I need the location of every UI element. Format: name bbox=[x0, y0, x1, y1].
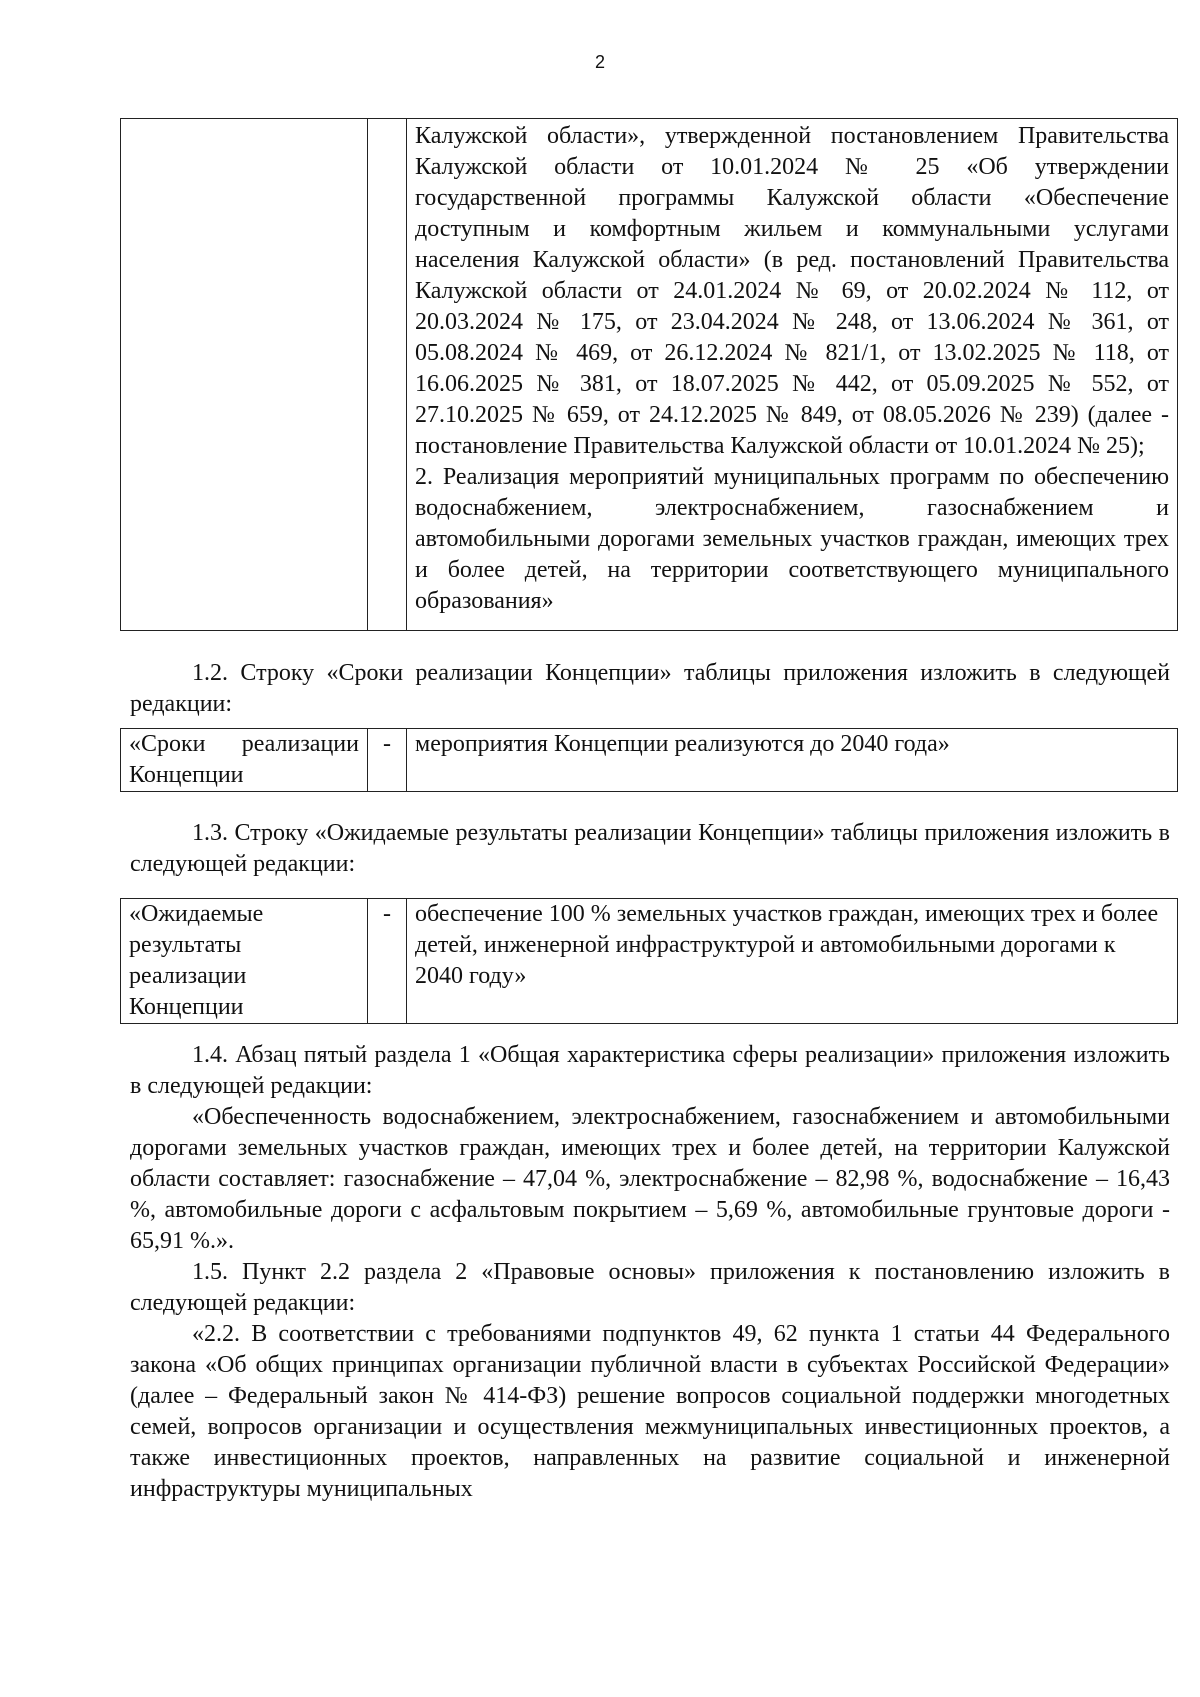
table-cell-content: мероприятия Концепции реализуются до 2040 года» bbox=[407, 729, 1178, 792]
paragraph-2-2: «2.2. В соответствии с требованиями подпунктов 49, 62 пункта 1 статьи 44 Федерального закона «Об общих принципах организации публичной власти в субъектах Российской Федерации» (далее – Федеральный закон № 414-ФЗ) решение вопросов социальной поддержки многодетных семей, вопросов организации и осуществления межмуниципальных инвестиционных проектов, а также инвестиционных проектов, направленных на развитие социальной и инженерной инфраструктуры муниципальных bbox=[130, 1321, 1170, 1502]
table-terms bbox=[120, 728, 1178, 792]
table-cell-label: «Сроки реализации Концепции bbox=[121, 729, 368, 792]
table-row bbox=[121, 729, 1178, 792]
table-continuation bbox=[120, 118, 1178, 631]
table-cell-content: обеспечение 100 % земельных участков граждан, имеющих трех и более детей, инженерной инфраструктурой и автомобильными дорогами к 2040 году» bbox=[407, 899, 1178, 1024]
paragraph-1-3: 1.3. Строку «Ожидаемые результаты реализации Концепции» таблицы приложения изложить в следующей редакции: bbox=[130, 820, 1170, 877]
paragraph-1-2: 1.2. Строку «Сроки реализации Концепции» таблицы приложения изложить в следующей редакции: bbox=[130, 660, 1170, 717]
table-cell-paragraph: 2. Реализация мероприятий муниципальных программ по обеспечению водоснабжением, электроснабжением, газоснабжением и автомобильными дорогами земельных участков граждан, имеющих трех и более детей, на территории соответствующего муниципального образования» bbox=[415, 464, 1169, 614]
table-cell-content bbox=[407, 119, 1178, 631]
table-cell-label: «Ожидаемые результаты реализации Концепции bbox=[121, 899, 368, 1024]
table-cell-paragraph: Калужской области», утвержденной постановлением Правительства Калужской области от 10.01.2024 № 25 «Об утверждении государственной программы Калужской области «Обеспечение доступным и комфортным жильем и коммунальными услугами населения Калужской области» (в ред. постановлений Правительства Калужской области от 24.01.2024 № 69, от 20.02.2024 № 112, от 20.03.2024 № 175, от 23.04.2024 № 248, от 13.06.2024 № 361, от 05.08.2024 № 469, от 26.12.2024 № 821/1, от 13.02.2025 № 118, от 16.06.2025 № 381, от 18.07.2025 № 442, от 05.09.2025 № 552, от 27.10.2025 № 659, от 24.12.2025 № 849, от 08.05.2026 № 239) (далее - постановление Правительства Калужской области от 10.01.2024 № 25); bbox=[415, 123, 1169, 459]
paragraph-1-5: 1.5. Пункт 2.2 раздела 2 «Правовые основы» приложения к постановлению изложить в следующей редакции: bbox=[130, 1259, 1170, 1316]
page-number: 2 bbox=[594, 52, 605, 72]
table-cell-dash: - bbox=[368, 899, 407, 1024]
table-results bbox=[120, 898, 1178, 1024]
paragraph-1-4: 1.4. Абзац пятый раздела 1 «Общая характеристика сферы реализации» приложения изложить в следующей редакции: bbox=[130, 1042, 1170, 1099]
table-row bbox=[121, 119, 1178, 631]
table-cell-label bbox=[121, 119, 368, 631]
table-cell-dash: - bbox=[368, 729, 407, 792]
table-row bbox=[121, 899, 1178, 1024]
table-cell-dash bbox=[368, 119, 407, 631]
paragraph-1-4-quote: «Обеспеченность водоснабжением, электроснабжением, газоснабжением и автомобильными дорогами земельных участков граждан, имеющих трех и более детей, на территории Калужской области составляет: газоснабжение – 47,04 %, электроснабжение – 82,98 %, водоснабжение – 16,43 %, автомобильные дороги с асфальтовым покрытием – 5,69 %, автомобильные грунтовые дороги - 65,91 %.». bbox=[130, 1104, 1170, 1254]
